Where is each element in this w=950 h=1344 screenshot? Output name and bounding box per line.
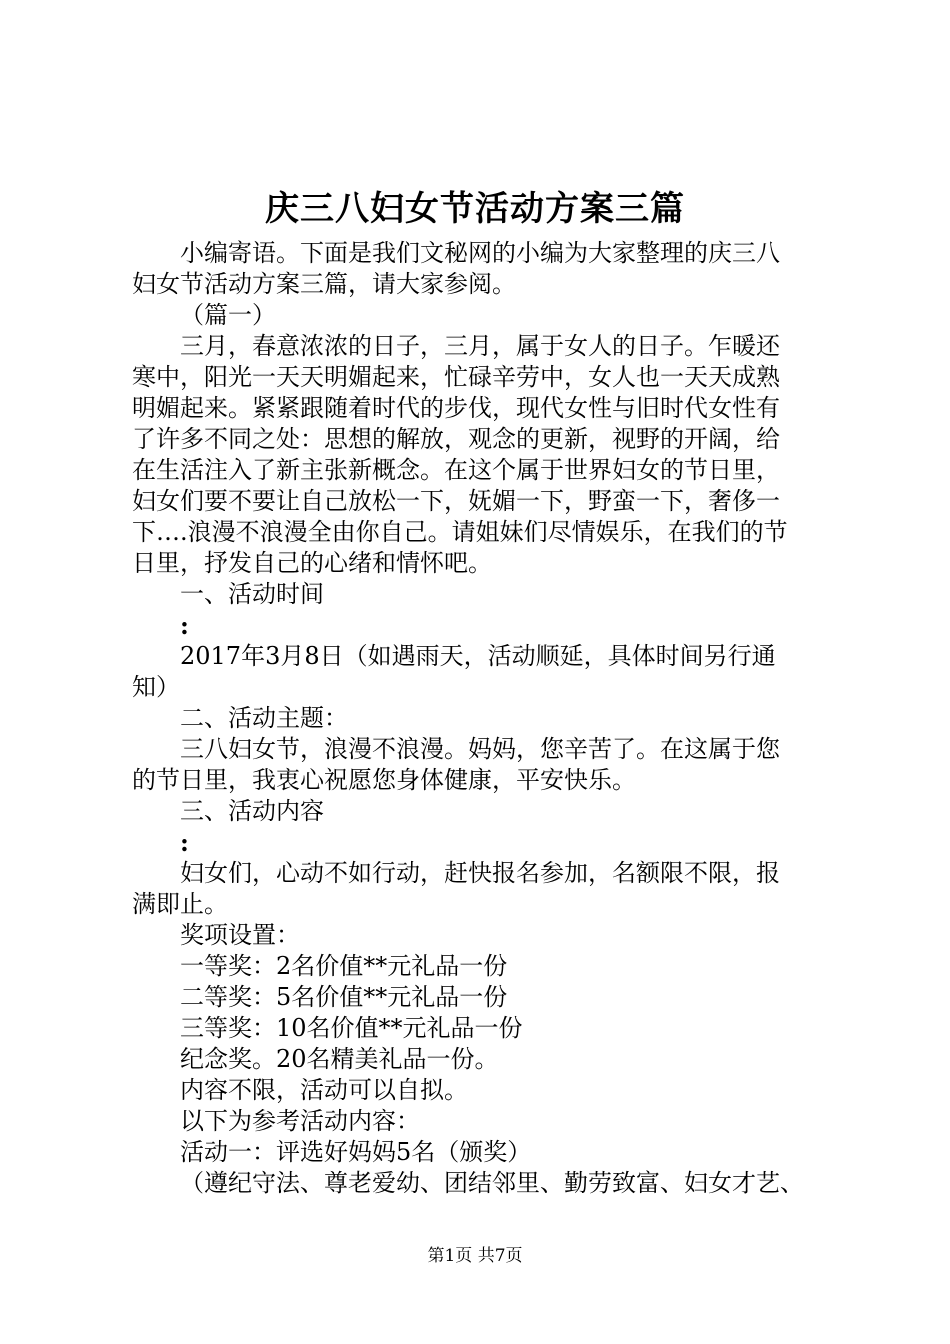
text-line: 的节日里，我衷心祝愿您身体健康，平安快乐。 bbox=[132, 766, 636, 794]
list-item: 纪念奖。20名精美礼品一份。 bbox=[180, 1045, 499, 1073]
list-item: 二等奖：5名价值**元礼品一份 bbox=[180, 983, 508, 1011]
text-line: 2017年3月8日（如遇雨天，活动顺延，具体时间另行通 bbox=[180, 642, 776, 670]
list-item: 一等奖：2名价值**元礼品一份 bbox=[180, 952, 508, 980]
document-body bbox=[132, 238, 832, 1199]
text-line: 寒中，阳光一天天明媚起来，忙碌辛劳中，女人也一天天成熟 bbox=[132, 363, 780, 391]
text-line: 三月，春意浓浓的日子，三月，属于女人的日子。乍暖还 bbox=[180, 332, 780, 360]
text-line: 满即止。 bbox=[132, 890, 228, 918]
text-line: 三八妇女节，浪漫不浪漫。妈妈，您辛苦了。在这属于您 bbox=[180, 735, 780, 763]
text-line: （遵纪守法、尊老爱幼、团结邻里、勤劳致富、妇女才艺、 bbox=[180, 1169, 804, 1197]
document-title: 庆三八妇女节活动方案三篇 bbox=[265, 189, 685, 229]
list-item: 三等奖：10名价值**元礼品一份 bbox=[180, 1014, 523, 1042]
text-line: （篇一） bbox=[180, 301, 276, 329]
section-heading: 二、活动主题： bbox=[180, 704, 348, 732]
text-line: 妇女们，心动不如行动，赶快报名参加，名额限不限，报 bbox=[180, 859, 780, 887]
text-line: 日里，抒发自己的心绪和情怀吧。 bbox=[132, 549, 492, 577]
text-line: 以下为参考活动内容： bbox=[180, 1107, 420, 1135]
text-line: : bbox=[180, 828, 189, 857]
text-line: 明媚起来。紧紧跟随着时代的步伐，现代女性与旧时代女性有 bbox=[132, 394, 780, 422]
text-line: 了许多不同之处：思想的解放，观念的更新，视野的开阔，给 bbox=[132, 425, 780, 453]
section-heading: 三、活动内容 bbox=[180, 797, 324, 825]
page-footer: 第1页 共7页 bbox=[427, 1246, 523, 1266]
text-line: : bbox=[180, 611, 189, 640]
text-line: 妇女们要不要让自己放松一下，妩媚一下，野蛮一下，奢侈一 bbox=[132, 487, 780, 515]
text-line: 在生活注入了新主张新概念。在这个属于世界妇女的节日里， bbox=[132, 456, 780, 484]
text-line: 知） bbox=[132, 673, 180, 701]
text-line: 小编寄语。下面是我们文秘网的小编为大家整理的庆三八 bbox=[180, 239, 780, 267]
text-line: 内容不限，活动可以自拟。 bbox=[180, 1076, 468, 1104]
text-line: 活动一：评选好妈妈5名（颁奖） bbox=[180, 1138, 532, 1166]
text-line: 奖项设置： bbox=[180, 921, 300, 949]
text-line: 妇女节活动方案三篇，请大家参阅。 bbox=[132, 270, 516, 298]
section-heading: 一、活动时间 bbox=[180, 580, 324, 608]
text-line: 下….浪漫不浪漫全由你自己。请姐妹们尽情娱乐，在我们的节 bbox=[132, 518, 788, 546]
